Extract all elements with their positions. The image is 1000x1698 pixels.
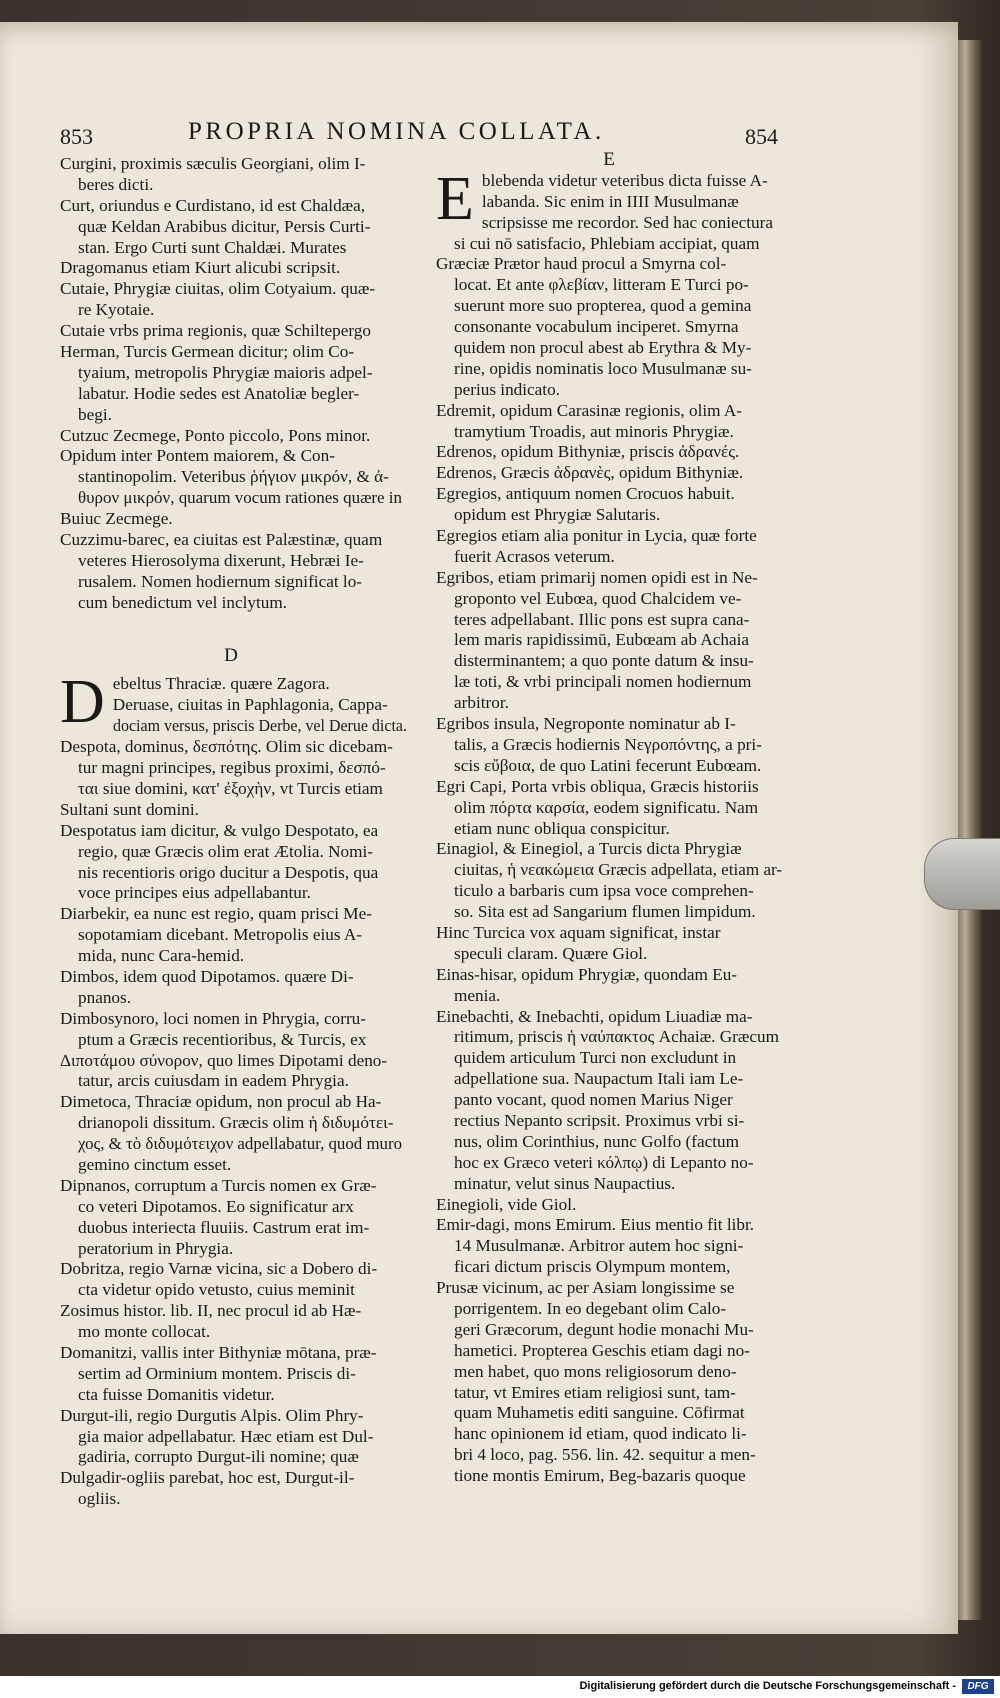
text-line: χος, & τὸ διδυμότειχον adpellabatur, quod muro (78, 1134, 403, 1154)
text-line: bri 4 loco, pag. 556. lin. 42. sequitur a men- (454, 1445, 756, 1465)
text-line: opidum est Phrygiæ Salutaris. (454, 505, 661, 525)
text-line: disterminantem; a quo ponte datum & insu- (454, 651, 754, 671)
text-line: Diarbekir, ea nunc est regio, quam prisci Me- (60, 904, 372, 924)
text-line: Egribos, etiam primarij nomen opidi est in Ne- (436, 567, 758, 587)
text-line: quæ Keldan Arabibus dicitur, Persis Curti- (78, 216, 371, 236)
running-title: PROPRIA NOMINA COLLATA. (188, 118, 605, 145)
text-line: rectius Nepanto scripsit. Proximus vrbi si- (454, 1110, 745, 1130)
text-line: ticulo a barbaris cum ipsa voce comprehen- (454, 881, 754, 901)
text-line: Einas-hisar, opidum Phrygiæ, quondam Eu- (436, 964, 738, 984)
text-line: duobus interiecta fluuiis. Castrum erat im- (78, 1217, 370, 1237)
text-line: scripsisse me recordor. Sed hac coniectura (481, 212, 773, 232)
text-line: Egregios etiam alia ponitur in Lycia, quæ forte (436, 526, 757, 546)
text-line: Edremit, opidum Carasinæ regionis, olim A- (436, 400, 743, 420)
text-line: stan. Ergo Curti sunt Chaldæi. Murates (78, 237, 347, 257)
text-line: peratorium in Phrygia. (78, 1238, 234, 1258)
text-line: Hinc Turcica vox aquam significat, instar (436, 922, 721, 942)
text-line: θυρον μικρόν, quarum vocum rationes quære in (78, 488, 403, 508)
text-line: rine, opidis nominatis loco Musulmanæ su- (454, 358, 752, 378)
text-line: perius indicato. (454, 379, 560, 399)
text-line: Einebachti, & Inebachti, opidum Liuadiæ ma- (436, 1006, 753, 1026)
text-line: quidem articulum Turci non excludunt in (454, 1048, 737, 1068)
text-line: Emir-dagi, mons Emirum. Eius mentio fit libr. (436, 1215, 755, 1235)
dropcap-block-d (60, 668, 407, 737)
text-line: cum benedictum vel inclytum. (78, 592, 288, 612)
text-line: blebenda videtur veteribus dicta fuisse A- (481, 170, 768, 190)
text-line: hametici. Propterea Geschis etiam dagi no- (454, 1340, 750, 1360)
text-line: men habet, quo mons religiosorum deno- (454, 1361, 737, 1381)
text-line: tyaium, metropolis Phrygiæ maioris adpel- (78, 362, 373, 382)
text-line: groponto vel Eubœa, quod Chalcidem ve- (454, 588, 742, 608)
text-line: Deruase, ciuitas in Paphlagonia, Cappa- (112, 695, 388, 715)
text-line: labatur. Hodie sedes est Anatoliæ begler- (78, 383, 360, 403)
text-line: Durgut-ili, regio Durgutis Alpis. Olim Phry- (60, 1405, 364, 1425)
text-line: Græciæ Prætor haud procul a Smyrna col- (436, 254, 727, 274)
text-line: pnanos. (78, 987, 131, 1007)
text-line: Dipnanos, corruptum a Turcis nomen ex Græ- (60, 1175, 377, 1195)
left-entries-c (60, 154, 402, 614)
text-line: Despota, dominus, δεσπότης. Olim sic dicebam- (60, 737, 393, 757)
text-line: porrigentem. In eo degebant olim Calo- (454, 1298, 727, 1318)
text-line: tatur, arcis cuiusdam in eadem Phrygia. (78, 1071, 349, 1091)
text-line: læ toti, & vrbi principali nomen hodiernum (454, 672, 752, 692)
text-line: co veteri Dipotamos. Eo significatur arx (78, 1196, 354, 1216)
text-line: talis, a Græcis hodiernis Νεγροπόντης, a pri- (454, 734, 762, 754)
text-line: lem maris rapidissimū, Eubœam ab Achaia (454, 630, 749, 650)
text-line: Cutzuc Zecmege, Ponto piccolo, Pons minor. (60, 425, 371, 445)
text-line: tatur, vt Emires etiam religiosi sunt, tam- (454, 1382, 736, 1402)
text-line: Cutaie, Phrygiæ ciuitas, olim Cotyaium. quæ- (60, 279, 376, 299)
text-line: Curt, oriundus e Curdistano, id est Chaldæa, (60, 195, 366, 215)
dropcap-d: D (60, 668, 105, 737)
text-line: etiam nunc obliqua conspicitur. (454, 818, 670, 838)
text-line: Egri Capi, Porta vrbis obliqua, Græcis historiis (436, 776, 759, 796)
text-line: Edrenos, opidum Bithyniæ, priscis ἀδρανές. (436, 442, 740, 462)
text-line: ται siue domini, κατ' ἐξοχὴν, vt Turcis etiam (78, 778, 383, 798)
text-line: gemino cinctum esset. (78, 1154, 232, 1174)
section-gap (60, 614, 402, 646)
text-line: tione montis Emirum, Beg-bazaris quoque (454, 1466, 746, 1486)
text-line: stantinopolim. Veteribus ῥήγιον μικρόν, & ἀ- (78, 467, 389, 487)
digitization-credit-bar (0, 1676, 1000, 1698)
book-clamp (924, 838, 1000, 910)
text-line: Egregios, antiquum nomen Crocuos habuit. (436, 484, 735, 504)
text-line: mida, nunc Cara-hemid. (78, 946, 245, 966)
text-line: ficari dictum priscis Olympum montem, (454, 1257, 731, 1277)
text-line: Sultani sunt domini. (60, 799, 199, 819)
text-line: minatur, velut sinus Naupactius. (454, 1173, 676, 1193)
text-line: quam Muhametis editi sanguine. Cōfirmat (454, 1403, 745, 1423)
dropcap-lines (436, 171, 782, 213)
section-letter-e: E (603, 149, 615, 170)
text-line: teres adpellabant. Illic pons est supra cana- (454, 609, 750, 629)
text-line: regio, quæ Græcis olim erat Ætolia. Nomi- (78, 841, 374, 861)
text-line: sopotamiam dicebant. Metropolis eius A- (78, 925, 363, 945)
text-line: beres dicti. (78, 174, 154, 194)
text-line: tramytium Troadis, aut minoris Phrygiæ. (454, 421, 734, 441)
text-line: ritimum, priscis ἡ ναύπακτος Achaiæ. Græcum (454, 1027, 779, 1047)
text-line: Opidum inter Pontem maiorem, & Con- (60, 446, 335, 466)
text-line: mo monte collocat. (78, 1322, 211, 1342)
left-entries-d (60, 737, 402, 1510)
right-column (436, 150, 782, 1487)
text-line: begi. (78, 404, 112, 424)
text-line: gadiria, corrupto Durgut-ili nomine; quæ (78, 1447, 359, 1467)
text-line: Dimbosynoro, loci nomen in Phrygia, corru- (60, 1008, 366, 1028)
text-line: labanda. Sic enim in IIII Musulmanæ (481, 191, 739, 211)
text-line: gia maior adpellabatur. Hæc etiam est Dul- (78, 1426, 374, 1446)
text-line: re Kyotaie. (78, 300, 155, 320)
text-line: adpellatione sua. Naupactum Itali iam Le- (454, 1069, 744, 1089)
text-line: Einegioli, vide Giol. (436, 1194, 577, 1214)
text-line: sertim ad Orminium montem. Priscis di- (78, 1363, 356, 1383)
page-number-right: 854 (745, 124, 778, 149)
credit-text: Digitalisierung gefördert durch die Deutsche Forschungsgemeinschaft - (579, 1680, 956, 1692)
text-line: Cuzzimu-barec, ea ciuitas est Palæstinæ, quam (60, 530, 383, 550)
text-line: olim πόρτα καρσία, eodem significatu. Nam (454, 797, 759, 817)
text-line: nus, olim Corinthius, nunc Golfo (factum (454, 1131, 739, 1151)
text-line: menia. (454, 985, 501, 1005)
text-line: quidem non procul abest ab Erythra & My- (454, 338, 752, 358)
text-line: ogliis. (78, 1489, 121, 1509)
text-line: Einagiol, & Einegiol, a Turcis dicta Phrygiæ (436, 839, 742, 859)
page-number-left: 853 (60, 124, 93, 149)
text-line: Διποτάμου σύνορον, quo limes Dipotami deno- (60, 1050, 388, 1070)
text-line: panto vocant, quod nomen Marius Niger (454, 1090, 733, 1110)
text-line: Curgini, proximis sæculis Georgiani, olim I- (60, 154, 366, 173)
text-line: Buiuc Zecmege. (60, 509, 173, 529)
dropcap-lines (60, 668, 407, 737)
text-line: cta fuisse Domanitis videtur. (78, 1384, 275, 1404)
text-line: ptum a Græcis recentioribus, & Turcis, ex (78, 1029, 367, 1049)
text-line: cta videtur opido vetusto, cuius meminit (78, 1280, 355, 1300)
right-entries-e (436, 213, 782, 1487)
text-line: Dimbos, idem quod Dipotamos. quære Di- (60, 966, 354, 986)
left-column (60, 154, 407, 1510)
text-line: dociam versus, priscis Derbe, vel Derue dicta. (112, 716, 407, 736)
text-line: Dragomanus etiam Kiurt alicubi scripsit. (60, 258, 341, 278)
text-line: drianopoli dissitum. Græcis olim ἡ διδυμότει- (78, 1113, 394, 1133)
book-page (0, 22, 958, 1634)
text-line: 14 Musulmanæ. Arbitror autem hoc signi- (454, 1236, 744, 1256)
text-line: Domanitzi, vallis inter Bithyniæ mōtana, præ- (60, 1342, 377, 1362)
text-line: scis εὔβοια, de quo Latini fecerunt Eubœam. (454, 755, 762, 775)
text-line: Zosimus histor. lib. II, nec procul id ab Hæ- (60, 1301, 362, 1321)
text-line: Dimetoca, Thraciæ opidum, non procul ab Ha- (60, 1092, 382, 1112)
text-line: speculi claram. Quære Giol. (454, 943, 648, 963)
text-line: si cui nō satisfacio, Phlebiam accipiat, quam (454, 233, 760, 253)
text-line: Dulgadir-ogliis parebat, hoc est, Durgut-il- (60, 1468, 355, 1488)
page-edge (958, 40, 982, 1620)
text-line: ciuitas, ἡ νεακώμεια Græcis adpellata, etiam ar- (454, 860, 783, 880)
text-line: fuerit Acrasos veterum. (454, 546, 615, 566)
text-line: hoc ex Græco veteri κόλπῳ) di Lepanto no- (454, 1152, 754, 1172)
text-line: Cutaie vrbs prima regionis, quæ Schiltepergo (60, 321, 371, 341)
page-header (60, 118, 780, 154)
text-line: suerunt more suo propterea, quod a gemina (454, 296, 752, 316)
text-line: Despotatus iam dicitur, & vulgo Despotato, ea (60, 820, 379, 840)
dfg-logo: DFG (962, 1679, 994, 1694)
text-line: voce principes eius adpellabantur. (78, 883, 311, 903)
text-line: geri Græcorum, degunt hodie monachi Mu- (454, 1319, 754, 1339)
text-line: so. Sita est ad Sangarium flumen limpidum. (454, 902, 756, 922)
text-line: rusalem. Nomen hodiernum significat lo- (78, 571, 363, 591)
text-line: veteres Hierosolyma dixerunt, Hebræi Ie- (78, 550, 364, 570)
dropcap-e: E (436, 164, 474, 233)
text-line: Herman, Turcis Germean dicitur; olim Co- (60, 342, 355, 362)
section-letter-d: D (224, 644, 238, 666)
text-line: ebeltus Thraciæ. quære Zagora. (112, 674, 330, 694)
text-line: Dobritza, regio Varnæ vicina, sic a Dobero di- (60, 1259, 378, 1279)
text-line: Prusæ vicinum, ac per Asiam longissime se (436, 1278, 735, 1298)
text-line: nis recentioris origo ducitur a Despotis, qua (78, 862, 379, 882)
text-line: consonante vocabulum inciperet. Smyrna (454, 317, 739, 337)
text-line: Egribos insula, Negroponte nominatur ab I- (436, 714, 736, 734)
section-gap (60, 666, 402, 674)
text-line: tur magni principes, regibus proximi, δεσπό- (78, 758, 386, 778)
text-line: Edrenos, Græcis ἀδρανὲς, opidum Bithyniæ. (436, 463, 744, 483)
text-line: locat. Et ante φλεβίαν, litteram E Turci po- (454, 275, 749, 295)
text-line: arbitror. (454, 693, 509, 713)
text-line: hanc opinionem id etiam, quod indicato li- (454, 1424, 747, 1444)
